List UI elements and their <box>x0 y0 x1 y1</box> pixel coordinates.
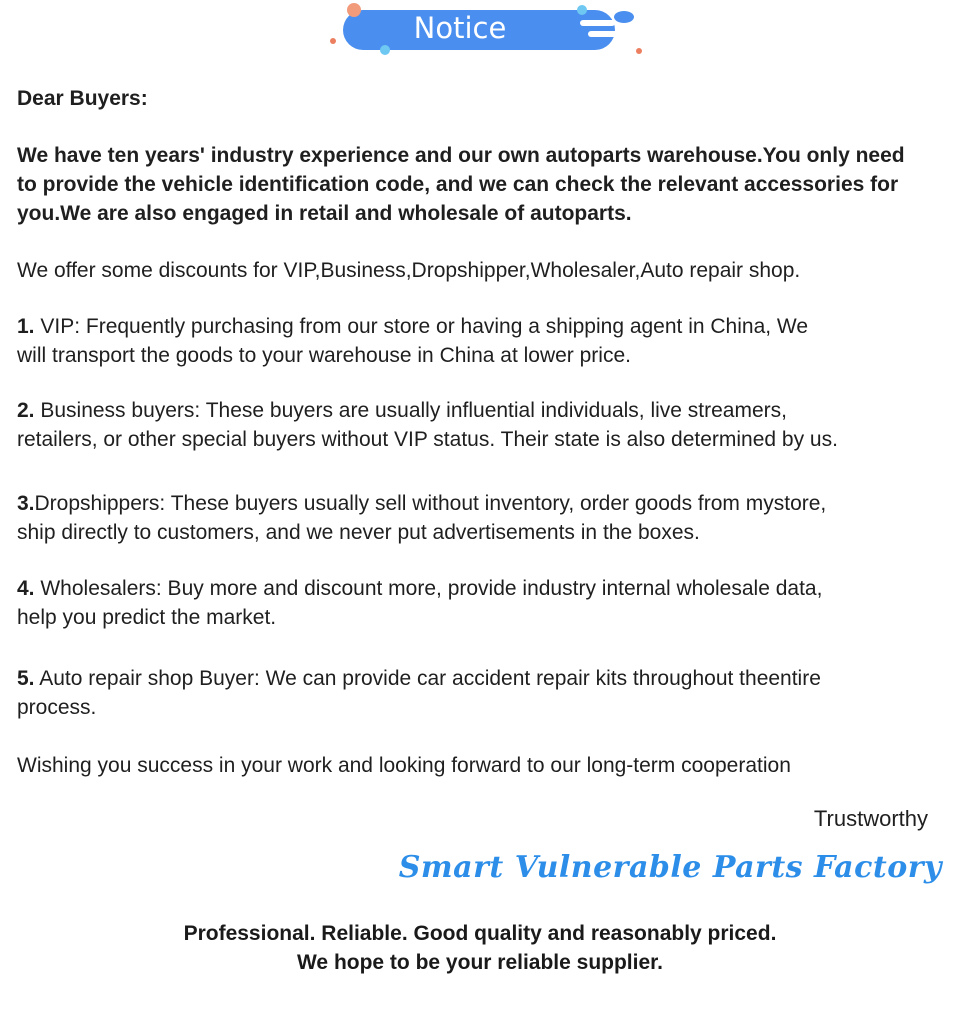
closing-text: Wishing you success in your work and looking forward to our long-term cooperation <box>17 754 791 777</box>
item-number: 5. <box>17 667 35 690</box>
list-item <box>17 489 826 518</box>
item-number: 1. <box>17 315 35 338</box>
intro-line: We have ten years' industry experience and our own autoparts warehouse.You only need <box>17 144 905 167</box>
item-text: Wholesalers: Buy more and discount more, provide industry internal wholesale data, <box>34 577 823 600</box>
item-number: 2. <box>17 399 35 422</box>
item-text: process. <box>17 696 97 719</box>
list-item <box>17 574 822 603</box>
footer-line: Professional. Reliable. Good quality and reasonably priced. <box>183 922 777 945</box>
notice-banner <box>325 0 645 60</box>
list-item <box>17 664 821 693</box>
item-number: 3. <box>17 492 35 515</box>
list-item <box>17 312 808 341</box>
notice-title: Notice <box>413 11 507 45</box>
greeting: Dear Buyers: <box>17 87 148 110</box>
item-text: Dropshippers: These buyers usually sell without inventory, order goods from mystore, <box>34 492 827 515</box>
item-text: Business buyers: These buyers are usually influential individuals, live streamers, <box>34 399 787 422</box>
item-number: 4. <box>17 577 35 600</box>
item-text: ship directly to customers, and we never put advertisements in the boxes. <box>17 521 700 544</box>
intro-line: to provide the vehicle identification code, and we can check the relevant accessories for <box>17 173 899 196</box>
footer-line: We hope to be your reliable supplier. <box>296 951 664 974</box>
item-text: Auto repair shop Buyer: We can provide car accident repair kits throughout theentire <box>34 667 821 690</box>
item-text: retailers, or other special buyers without VIP status. Their state is also determined by us. <box>17 428 838 451</box>
offer-text: We offer some discounts for VIP,Business,Dropshipper,Wholesaler,Auto repair shop. <box>17 259 801 282</box>
item-text: will transport the goods to your warehouse in China at lower price. <box>17 344 631 367</box>
list-item <box>17 396 787 425</box>
factory-name: Smart Vulnerable Parts Factory <box>398 850 942 885</box>
signature: Trustworthy <box>813 806 928 831</box>
intro-line: you.We are also engaged in retail and wholesale of autoparts. <box>17 202 632 225</box>
item-text: help you predict the market. <box>17 606 277 629</box>
item-text: VIP: Frequently purchasing from our store or having a shipping agent in China, We <box>34 315 809 338</box>
